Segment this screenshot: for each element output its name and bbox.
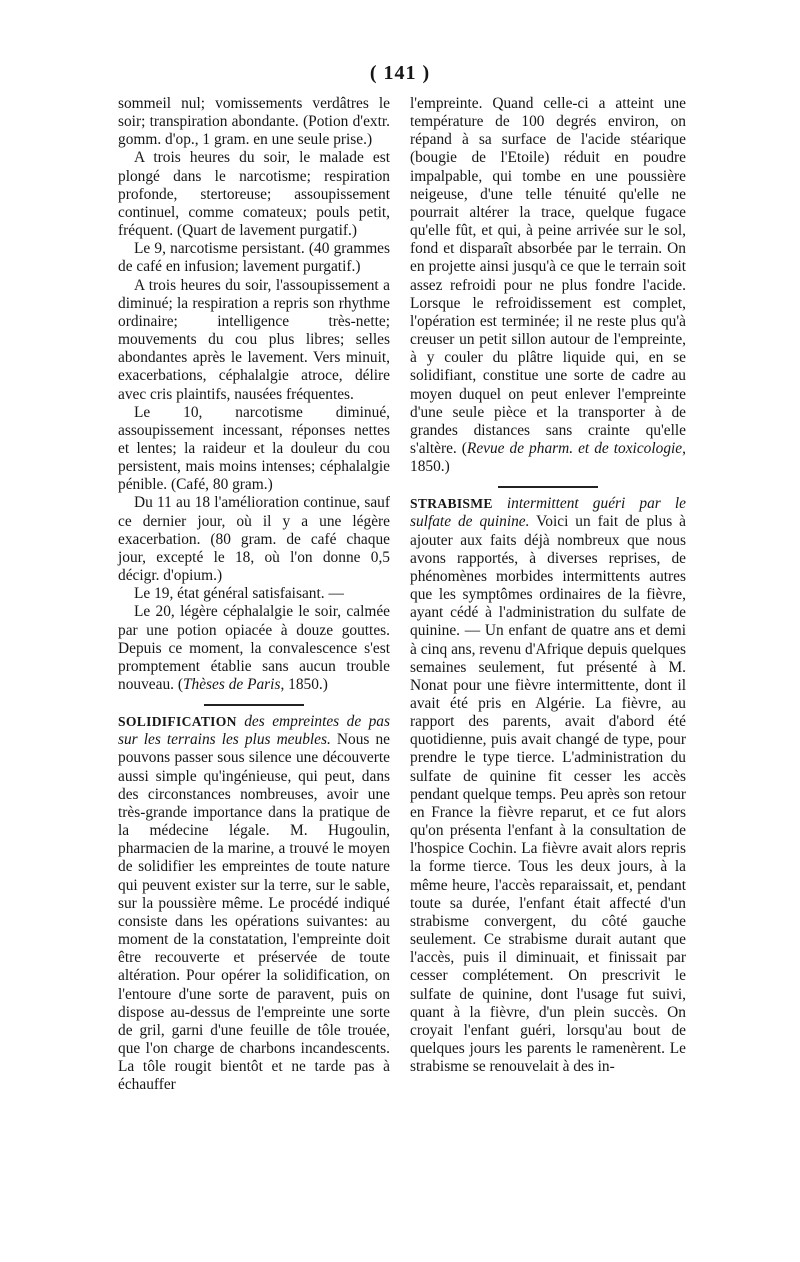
left-column — [118, 95, 390, 1094]
paragraph: Le 19, état général satisfaisant. — — [134, 585, 344, 603]
paragraph: sommeil nul; vomissements verdâtres le soir; transpiration abondante. (Potion d'extr. gomm. d'op., 1 gram. en une seule prise.) — [118, 95, 390, 149]
section-divider — [204, 704, 304, 706]
paragraph: A trois heures du soir, le malade est plongé dans le narcotisme; respiration profonde, stertoreuse; assoupissement continuel, comme comateux; pouls petit, fréquent. (Quart de lavement purgatif.) — [118, 149, 390, 240]
paragraph — [410, 95, 686, 476]
paragraph — [118, 603, 390, 694]
paragraph: Du 11 au 18 l'amélioration continue, sauf ce dernier jour, où il y a une légère exacerbation. (80 gram. de café chaque jour, excepté le 18, où l'on donne 0,5 décigr. d'opium.) — [118, 494, 390, 585]
article-title: des empreintes de pas sur les terrains les plus meubles. — [118, 713, 390, 749]
paragraph-text: Le 20, légère céphalalgie le soir, calmée par une potion opiacée à douze gouttes. Depuis ce moment, la convalescence s'est promptement établie sans aucun trouble nouveau. ( — [118, 603, 390, 693]
section-divider — [498, 486, 598, 488]
article-body: Nous ne pouvons passer sous silence une découverte aussi simple qu'ingénieuse, qui peut, dans des circonstances nombreuses, avoir une très-grande importance dans la pratique de la médecine légale. M. Hugoulin, pharmacien de la marine, a trouvé le moyen de solidifier les empreintes de toute nature qui peuvent exister sur la terre, sur le sable, sur la poussière même. Le procédé indiqué consiste dans les opérations suivantes: au moment de la constatation, l'empreinte doit être recouverte et préservée de toute altération. Pour opérer la solidification, on l'entoure d'une sorte de paravent, puis on dispose au-dessus de l'empreinte une sorte de gril, garni d'une feuille de tôle trouée, que l'on charge de charbons incandescents. La tôle rougit bientôt et ne tarde pas à échauffer — [118, 731, 390, 1094]
article-strabisme — [410, 495, 686, 1076]
article-keyword: SOLIDIFICATION — [118, 714, 237, 730]
paragraph: A trois heures du soir, l'assoupissement a diminué; la respiration a repris son rhythme ordinaire; intelligence très-nette; mouvements du cou plus libres; selles abondantes après le lavement. Vers minuit, exacerbations, céphalalgie atroce, délire avec cris plaintifs, nausées fréquentes. — [118, 276, 390, 403]
citation-tail: , 1850.) — [280, 676, 328, 693]
paragraph-text: l'empreinte. Quand celle-ci a atteint une température de 100 degrés environ, on répand à sa surface de l'acide stéarique (bougie de l'Etoile) réduit en poudre impalpable, qui tombe en une poussière neigeuse, d'une telle ténuité qu'elle ne pourrait altérer la trace, quelque fugace qu'elle fût, et qui, à peine arrivée sur le sol, fond et disparaît absorbée par le terrain. On en projette ainsi jusqu'à ce que le terrain soit assez refroidi pour ne plus fondre l'acide. Lorsque le refroidissement est complet, l'opération est terminée; il ne reste plus qu'à creuser un petit sillon autour de l'empreinte, à y couler du plâtre liquide qui, en se solidifiant, constitue une sorte de cadre au moyen duquel on peut enlever l'empreinte d'une seule pièce et la transporter à de grandes distances sans crainte qu'elle s'altère. ( — [410, 95, 686, 457]
paragraph: Le 10, narcotisme diminué, assoupissement incessant, réponses nettes et lentes; la raideur et la douleur du cou persistent, mais moins intenses; céphalalgie pénible. (Café, 80 gram.) — [118, 403, 390, 494]
article-solidification — [118, 713, 390, 1094]
paragraph: Le 9, narcotisme persistant. (40 grammes de café en infusion; lavement purgatif.) — [118, 240, 390, 276]
page-number: ( 141 ) — [369, 62, 431, 84]
article-title: intermittent guéri par le sulfate de quinine. — [410, 495, 686, 531]
citation-tail: , 1850.) — [410, 439, 686, 476]
article-keyword: STRABISME — [410, 496, 493, 512]
article-body: Voici un fait de plus à ajouter aux faits déjà nombreux que nous avons rapportés, à diverses reprises, de phénomènes morbides intermittents autres que les symptômes ordinaires de la fièvre, ayant cédé à l'administration du sulfate de quinine. — Un enfant de quatre ans et demi à cinq ans, revenu d'Afrique depuis quelques semaines seulement, fut présenté à M. Nonat pour une fièvre intermittente, dont il avait été pris en Algérie. La fièvre, au rapport des parents, avait d'abord été quotidienne, puis avait changé de type, pour prendre le type tierce. L'administration du sulfate de quinine fit cesser les accès pendant quelque temps. Peu après son retour en France la fièvre reparut, et ce fut alors qu'on présenta l'enfant à la consultation de l'hospice Cochin. La fièvre avait alors repris la forme tierce. Tous les deux jours, à la même heure, l'accès reparaissait, et, pendant toute sa durée, l'enfant était affecté d'un strabisme convergent, du côté gauche seulement. Ce strabisme durait autant que l'accès, puis il diminuait, et finissait par cesser complétement. On prescrivit le sulfate de quinine, dont l'usage fut suivi, quant à la fièvre, d'un plein succès. On croyait l'enfant guéri, lorsqu'au bout de quelques jours les parents le ramenèrent. Le strabisme se renouvelait à des in- — [410, 513, 686, 1076]
citation: Revue de pharm. et de toxicologie — [466, 439, 683, 457]
right-column — [410, 95, 686, 1076]
citation: Thèses de Paris — [182, 676, 281, 693]
